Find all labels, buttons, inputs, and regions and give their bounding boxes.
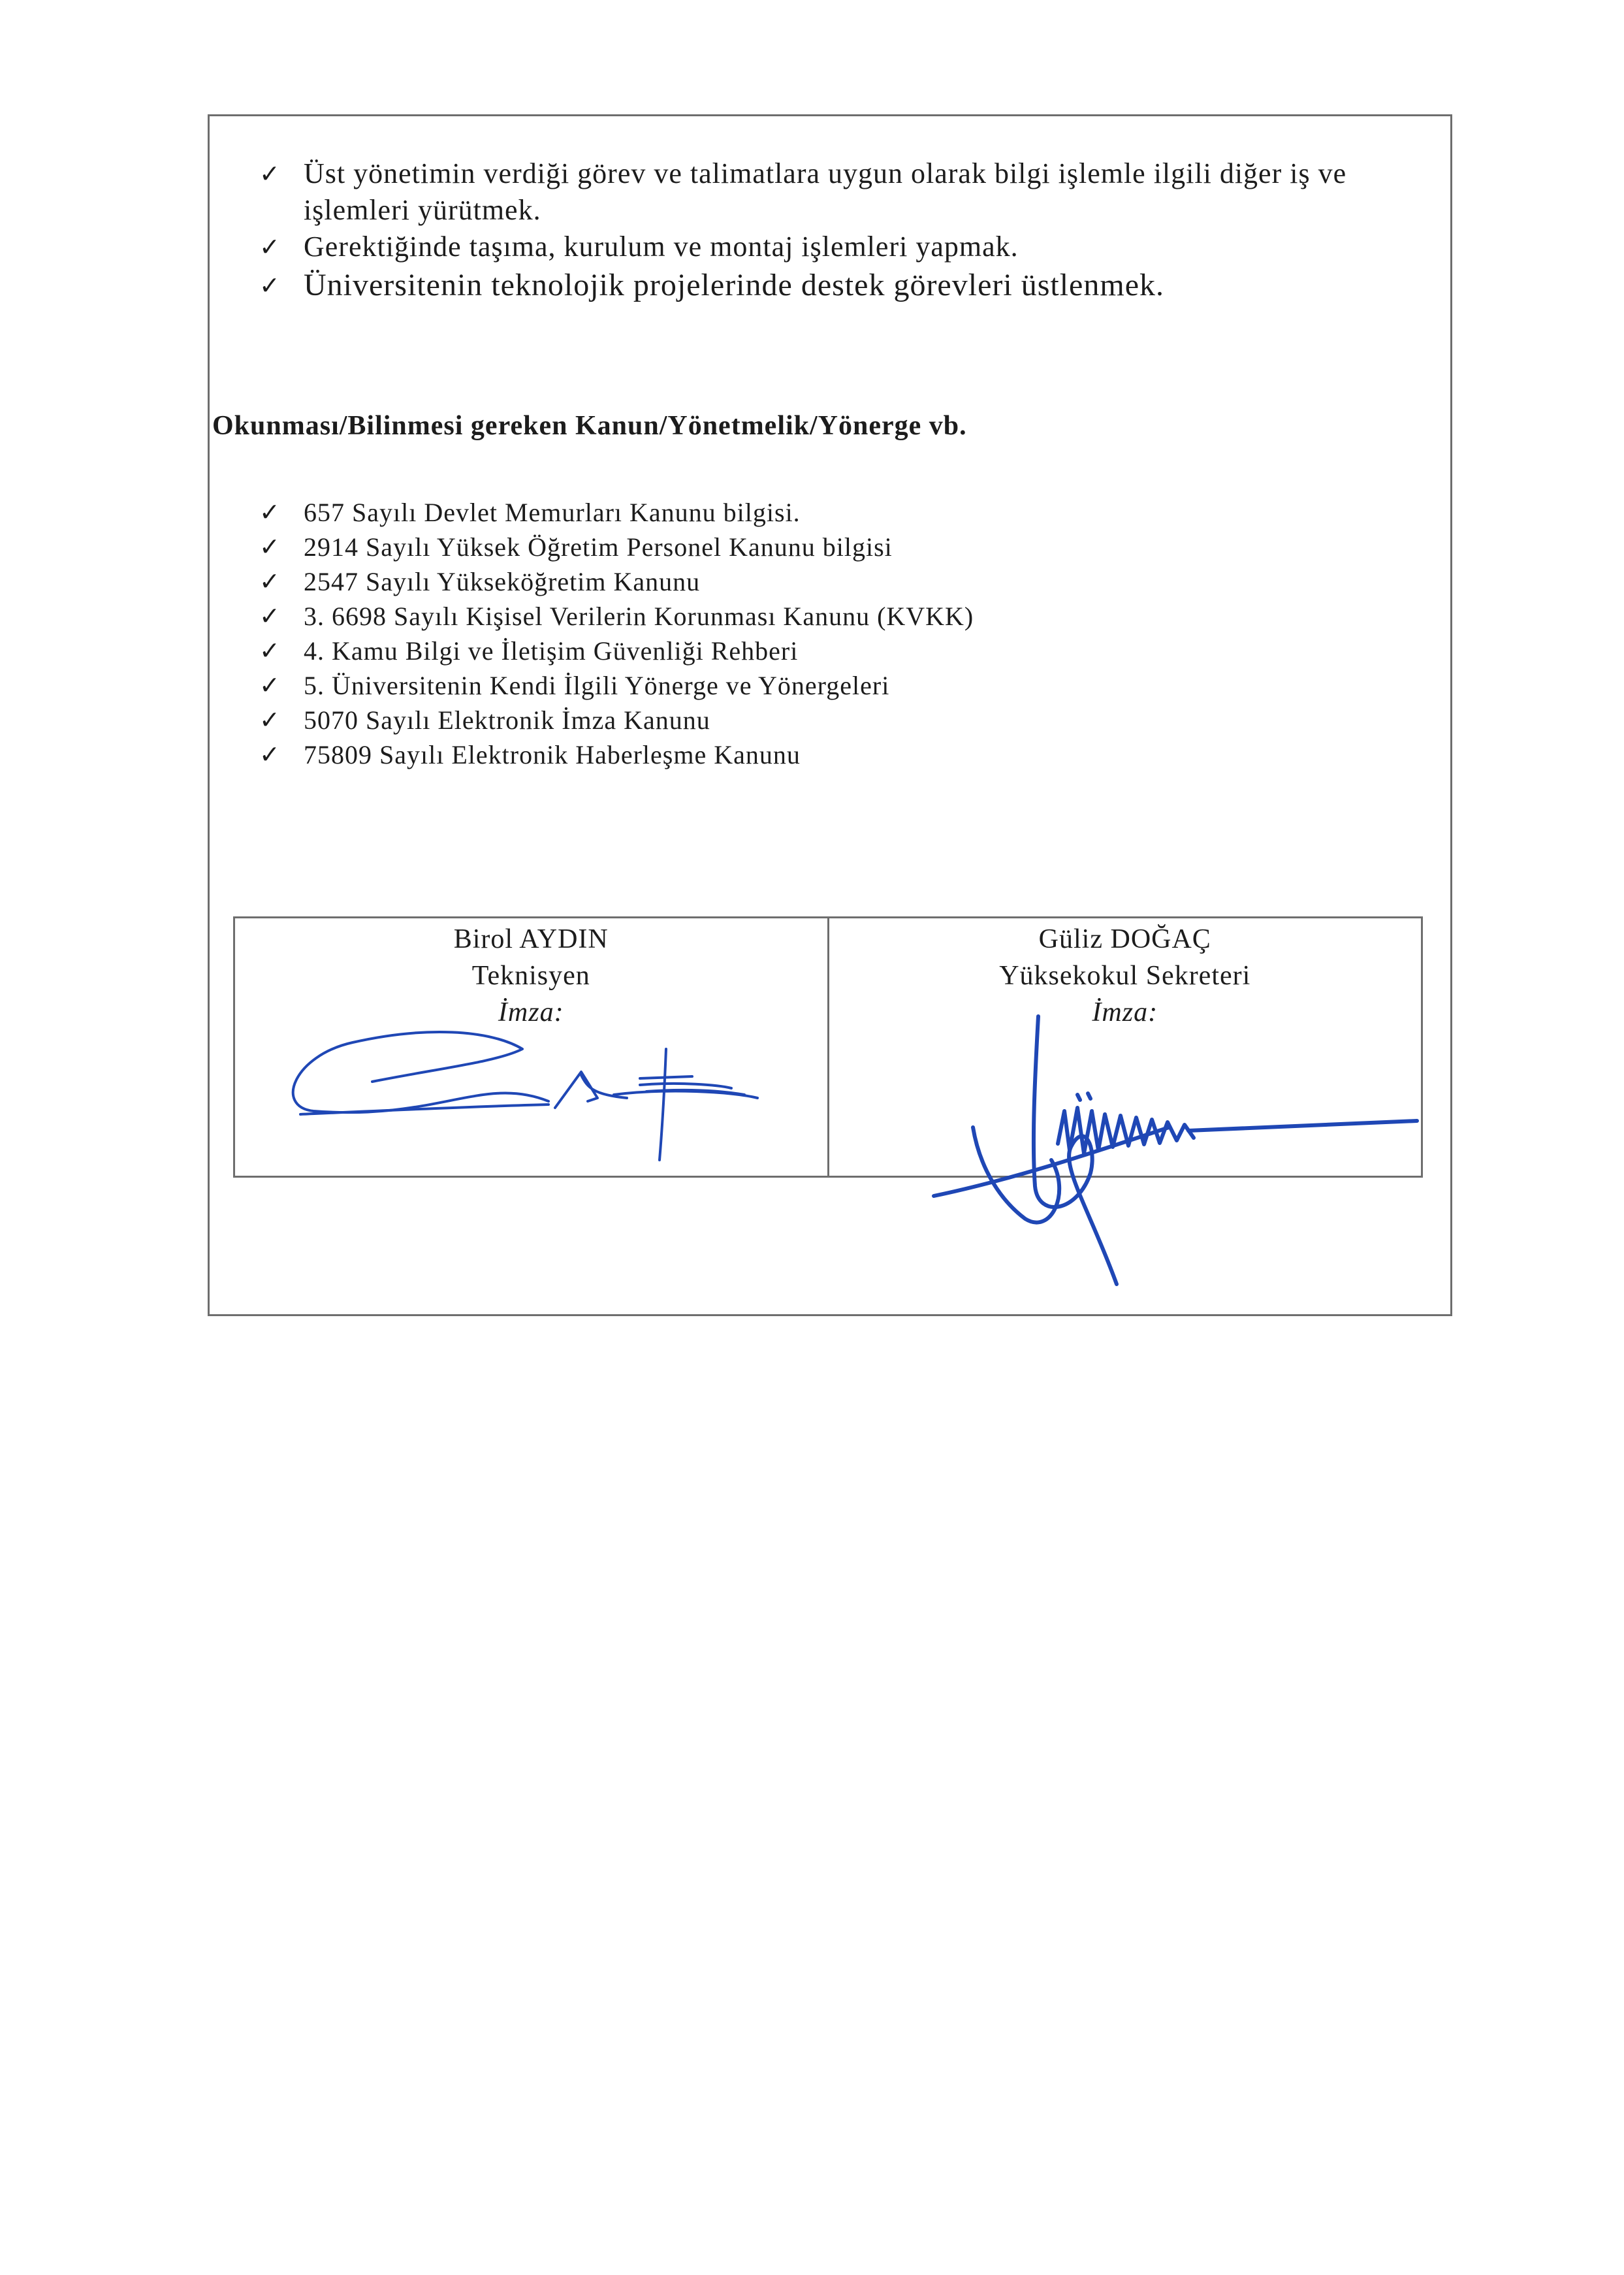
duty-text: Üniversitenin teknolojik projelerinde destek görevleri üstlenmek. <box>304 268 1164 302</box>
law-item <box>259 634 1369 668</box>
law-item <box>259 564 1369 599</box>
checkmark-icon: ✓ <box>259 159 281 188</box>
signature-table <box>233 916 1423 1178</box>
checkmark-icon: ✓ <box>259 532 281 561</box>
checkmark-icon: ✓ <box>259 671 281 700</box>
duty-item <box>259 155 1435 229</box>
signature-label: İmza: <box>1092 997 1158 1027</box>
signature-label: İmza: <box>498 997 564 1027</box>
checkmark-icon: ✓ <box>259 636 281 665</box>
duty-text: Üst yönetimin verdiği görev ve talimatlara uygun olarak bilgi işlemle ilgili diğer iş ve işlemleri yürütmek. <box>304 157 1347 226</box>
checkmark-icon: ✓ <box>259 567 281 596</box>
law-text: 2547 Sayılı Yükseköğretim Kanunu <box>304 567 701 596</box>
law-text: 2914 Sayılı Yüksek Öğretim Personel Kanunu bilgisi <box>304 532 893 562</box>
handwritten-signature-icon <box>274 1023 784 1180</box>
duty-text: Gerektiğinde taşıma, kurulum ve montaj işlemleri yapmak. <box>304 231 1019 263</box>
checkmark-icon: ✓ <box>259 705 281 734</box>
signatory-role: Teknisyen <box>471 961 590 991</box>
signatory-name: Birol AYDIN <box>453 924 609 954</box>
law-item <box>259 599 1369 634</box>
section-heading: Okunması/Bilinmesi gereken Kanun/Yönetmelik/Yönerge vb. <box>212 411 967 441</box>
law-text: 75809 Sayılı Elektronik Haberleşme Kanunu <box>304 740 801 769</box>
duty-item <box>259 265 1435 306</box>
checkmark-icon: ✓ <box>259 233 281 261</box>
duty-list <box>259 155 1435 306</box>
signatory-cell <box>827 918 1422 1176</box>
signatory-name: Güliz DOĞAÇ <box>1038 924 1211 954</box>
law-text: 5070 Sayılı Elektronik İmza Kanunu <box>304 705 710 735</box>
law-text: 5. Üniversitenin Kendi İlgili Yönerge ve Yönergeleri <box>304 671 890 700</box>
law-item <box>259 530 1369 564</box>
law-item <box>259 737 1369 772</box>
checkmark-icon: ✓ <box>259 271 281 300</box>
law-text: 4. Kamu Bilgi ve İletişim Güvenliği Rehberi <box>304 636 799 666</box>
duty-item <box>259 229 1435 265</box>
checkmark-icon: ✓ <box>259 740 281 769</box>
law-list <box>259 495 1369 772</box>
law-item <box>259 668 1369 703</box>
signatory-role: Yüksekokul Sekreteri <box>999 961 1251 991</box>
signatory-cell <box>235 918 827 1176</box>
checkmark-icon: ✓ <box>259 602 281 630</box>
law-item <box>259 495 1369 530</box>
law-item <box>259 703 1369 737</box>
document-frame <box>208 114 1452 1316</box>
checkmark-icon: ✓ <box>259 498 281 526</box>
handwritten-signature-icon <box>921 997 1430 1284</box>
law-text: 3. 6698 Sayılı Kişisel Verilerin Korunması Kanunu (KVKK) <box>304 602 974 631</box>
law-text: 657 Sayılı Devlet Memurları Kanunu bilgisi. <box>304 498 801 527</box>
